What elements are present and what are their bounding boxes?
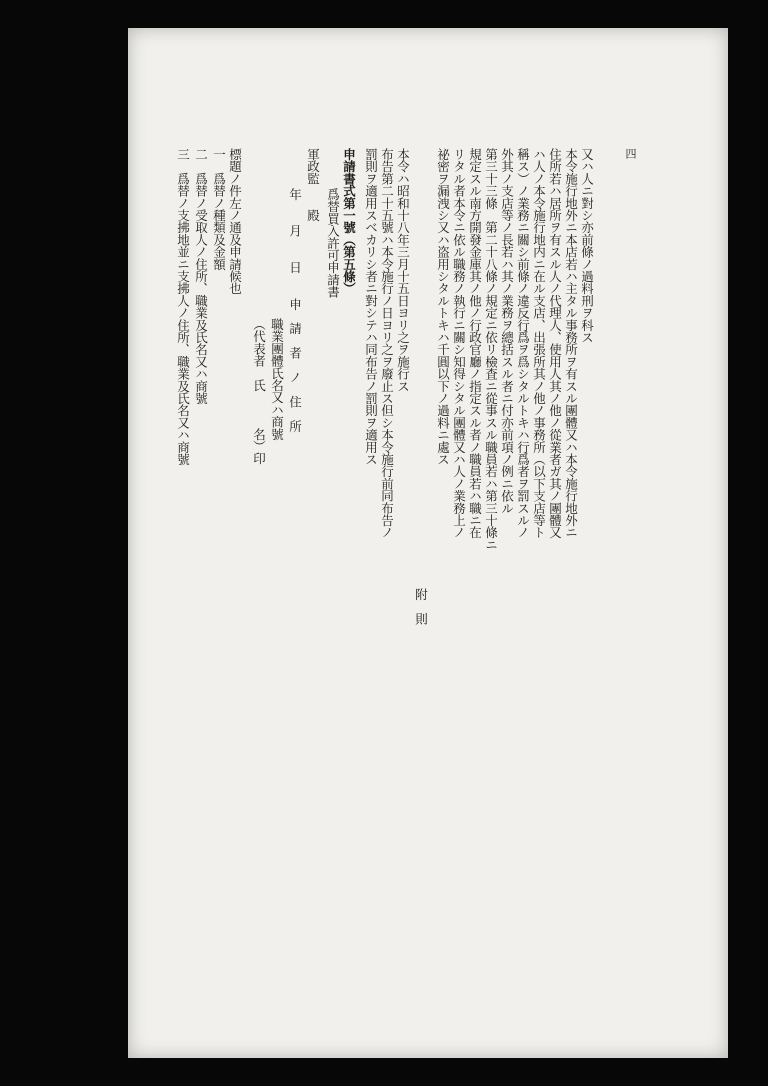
text-column: リタル者本令ニ依ル職務ノ執行ニ關シ知得シタル團體又ハ人ノ業務上ノ [451, 148, 467, 539]
text-column: 規定スル南方開發金庫其ノ他ノ行政官廳ノ指定スル者ノ職員若ハ職ニ在 [467, 148, 483, 539]
text-column: 第三十三條 第二十八條ノ規定ニ依リ檢査ニ從事スル職員若ハ第三十條ニ [483, 148, 499, 551]
text-column: 職業團體氏名又ハ商號 [269, 318, 285, 441]
text-column: 二 爲替ノ受取人ノ住所、職業及氏名又ハ商號 [193, 148, 209, 405]
text-column: 爲替買入許可申請書 [325, 188, 341, 298]
text-column: 本令施行地外ニ本店若ハ主タル事務所ヲ有スル團體又ハ本令施行地外ニ [563, 148, 579, 539]
document-page [128, 28, 728, 1058]
text-column: 一 爲替ノ種類及金額 [211, 148, 227, 271]
text-column: 附 則 [413, 588, 429, 625]
text-column: 三 爲替ノ支拂地並ニ支拂人ノ住所、職業及氏名又ハ商號 [175, 148, 191, 466]
text-column: 布告第二十五號ハ本令施行ノ日ヨリ之ヲ廢止ス但シ本令施行前同布告ノ [379, 148, 395, 539]
text-column: ハ人ノ本令施行地内ニ在ル支店、出張所其ノ他ノ事務所（以下支店等ト [531, 148, 547, 539]
text-column: 外其ノ支店等ノ長若ハ其ノ業務ヲ總括スル者ニ付亦前項ノ例ニ依ル [499, 148, 515, 515]
text-column: 住所若ハ居所ヲ有スル人ノ代理人、使用人其ノ他ノ從業者ガ其ノ團體又 [547, 148, 563, 539]
text-column: 軍政監 殿 [305, 148, 321, 222]
text-column: 又ハ人ニ對シ亦前條ノ過料刑ヲ科ス [579, 148, 595, 344]
text-column: 年 月 日 申 請 者 ノ 住 所 [287, 188, 303, 433]
text-column: 標題ノ件左ノ通及申請候也 [227, 148, 243, 295]
text-column: 稱ス）ノ業務ニ關シ前條ノ違反行爲ヲ爲シタルトキハ行爲者ヲ罰スルノ [515, 148, 531, 539]
text-column: 祕密ヲ漏洩シ又ハ盗用シタルトキハ千圓以下ノ過料ニ處ス [435, 148, 451, 466]
page-number: 四 [624, 148, 637, 159]
text-column: 申請書式第一號（第五條） [341, 148, 357, 295]
text-column: 罰則ヲ適用スベカリシ者ニ對シテハ同布告ノ罰則ヲ適用ス [363, 148, 379, 466]
text-column: （代表者 氏 名）印 [251, 318, 267, 465]
text-column: 本令ハ昭和十八年三月十五日ヨリ之ヲ施行ス [395, 148, 411, 393]
